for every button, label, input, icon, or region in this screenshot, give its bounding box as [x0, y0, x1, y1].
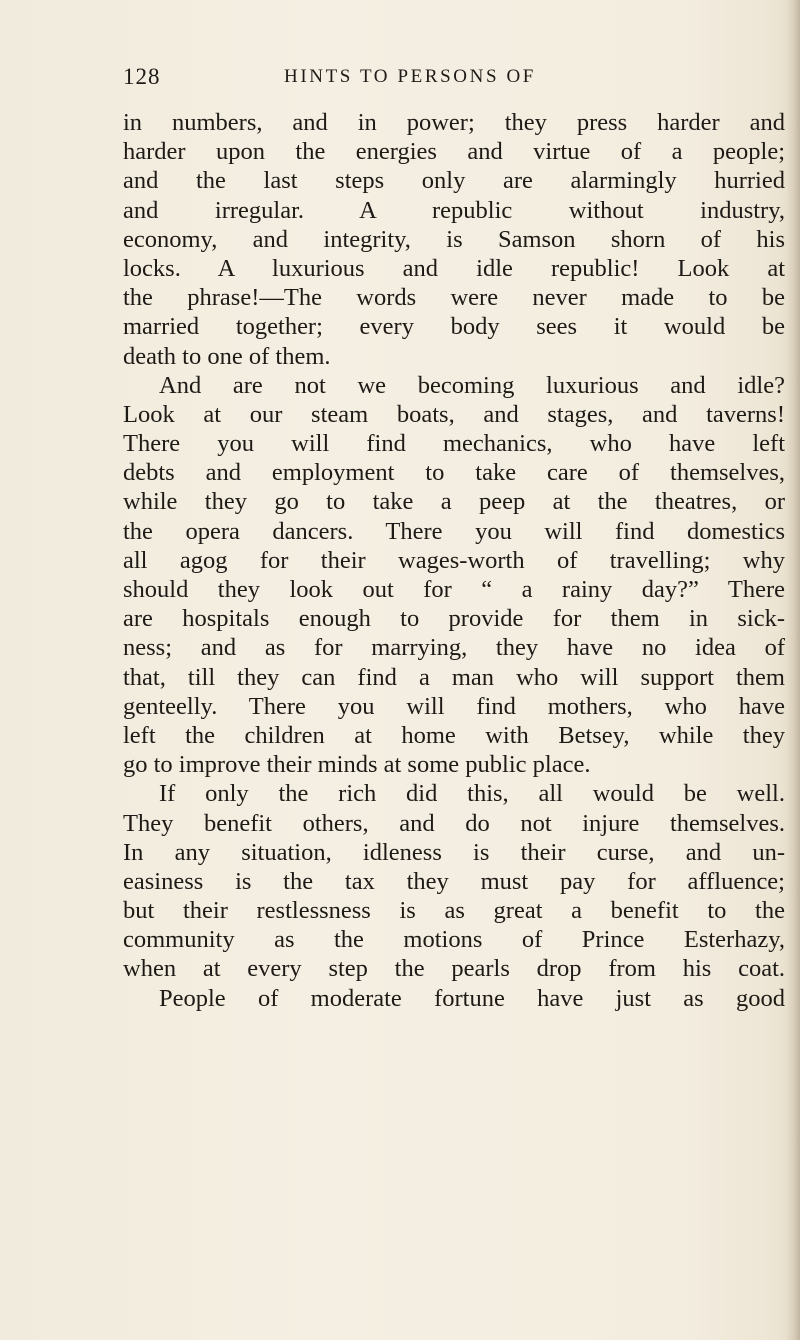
body-text — [123, 108, 785, 1013]
text-line: death to one of them. — [123, 342, 331, 370]
text-line: Look at our steam boats, and stages, and taverns! — [123, 400, 785, 428]
text-line: community as the motions of Prince Esterhazy, — [123, 926, 785, 954]
page-edge-shadow — [786, 0, 800, 1340]
running-head: HINTS TO PERSONS OF — [284, 66, 536, 87]
text-line: while they go to take a peep at the theatres, or — [123, 488, 785, 516]
text-line: and the last steps only are alarmingly hurried — [123, 167, 785, 195]
text-line: People of moderate fortune have just as good — [159, 984, 785, 1012]
text-line: easiness is the tax they must pay for affluence; — [123, 867, 785, 895]
text-line: when at every step the pearls drop from his coat. — [123, 955, 785, 983]
page-number: 128 — [123, 64, 161, 89]
text-line: genteelly. There you will find mothers, who have — [123, 692, 785, 720]
text-line: the phrase!—The words were never made to be — [123, 284, 785, 312]
text-line: but their restlessness is as great a benefit to the — [123, 897, 785, 925]
text-line: the opera dancers. There you will find domestics — [123, 517, 785, 545]
text-line: left the children at home with Betsey, while they — [123, 721, 785, 749]
text-line: in numbers, and in power; they press harder and — [123, 109, 785, 136]
text-line: harder upon the energies and virtue of a people; — [123, 138, 785, 166]
text-line: debts and employment to take care of themselves, — [123, 459, 785, 487]
text-line: go to improve their minds at some public place. — [123, 751, 591, 779]
text-line: ness; and as for marrying, they have no idea of — [123, 634, 785, 662]
text-line: And are not we becoming luxurious and idle? — [159, 371, 785, 399]
text-line: economy, and integrity, is Samson shorn of his — [123, 225, 785, 253]
text-line: In any situation, idleness is their curse, and un- — [123, 838, 785, 866]
text-line: married together; every body sees it would be — [123, 313, 785, 341]
text-line: locks. A luxurious and idle republic! Look at — [123, 254, 785, 282]
text-line: all agog for their wages-worth of travelling; why — [123, 546, 785, 574]
page-header — [123, 64, 683, 96]
text-line: are hospitals enough to provide for them in sick- — [123, 605, 785, 633]
text-line: They benefit others, and do not injure themselves. — [123, 809, 785, 837]
text-line: that, till they can find a man who will support them — [123, 663, 785, 691]
text-line: should they look out for “ a rainy day?” There — [123, 576, 785, 603]
text-line: and irregular. A republic without industry, — [123, 196, 785, 224]
text-line: There you will find mechanics, who have left — [123, 430, 785, 458]
text-line: If only the rich did this, all would be well. — [159, 780, 785, 808]
